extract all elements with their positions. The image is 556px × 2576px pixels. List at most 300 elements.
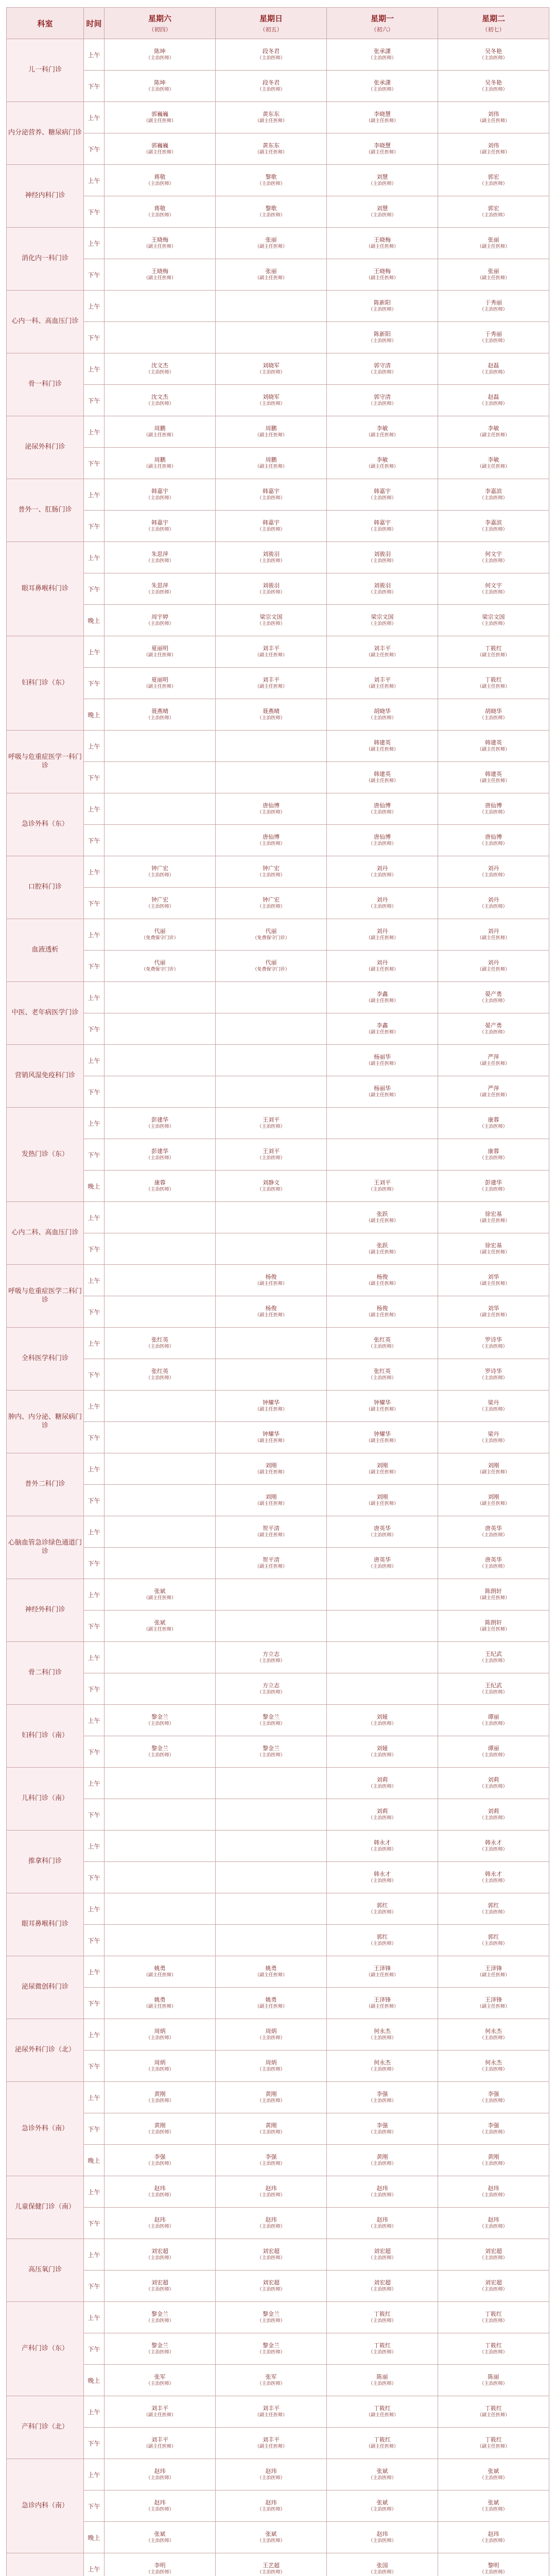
doctor-title: （主治医师） bbox=[146, 2130, 174, 2136]
doctor-title: （主治医师） bbox=[479, 181, 508, 187]
doctor-name: 李强 bbox=[488, 2090, 499, 2097]
doctor-name: 钟耀华 bbox=[374, 1399, 391, 1406]
doctor-cell bbox=[105, 2050, 216, 2082]
doctor-name: 张丽 bbox=[488, 267, 499, 275]
doctor-cell bbox=[216, 71, 327, 102]
doctor-cell bbox=[216, 1768, 327, 1799]
time-slot: 下午 bbox=[84, 385, 105, 416]
doctor-cell bbox=[327, 1642, 438, 1673]
doctor-title: （副主任医师） bbox=[254, 244, 287, 250]
time-slot: 上午 bbox=[84, 1202, 105, 1233]
doctor-name: 夏丽明 bbox=[151, 645, 168, 652]
doctor-name: 黎金兰 bbox=[151, 2342, 168, 2349]
doctor-cell bbox=[105, 1013, 216, 1045]
doctor-cell bbox=[216, 1988, 327, 2019]
time-slot: 上午 bbox=[84, 291, 105, 322]
doctor-title: （主治医师） bbox=[479, 904, 508, 910]
doctor-title: （主治医师） bbox=[257, 1124, 285, 1130]
doctor-cell bbox=[216, 353, 327, 385]
doctor-title: （副主任医师） bbox=[254, 1407, 287, 1413]
doctor-title: （主治医师） bbox=[368, 2130, 396, 2136]
doctor-title: （主治医师） bbox=[479, 2130, 508, 2136]
department-name: 神经外科门诊 bbox=[7, 1579, 84, 1642]
doctor-cell bbox=[327, 2522, 438, 2553]
doctor-cell bbox=[327, 448, 438, 479]
doctor-title: （副主任医师） bbox=[477, 244, 510, 250]
doctor-title: （主治医师） bbox=[368, 1816, 396, 1821]
doctor-cell bbox=[216, 1422, 327, 1453]
doctor-name: 郭宏 bbox=[488, 173, 499, 180]
doctor-title: （主治医师） bbox=[479, 56, 508, 61]
day-date: （初六） bbox=[371, 26, 394, 33]
doctor-cell bbox=[327, 228, 438, 259]
doctor-title: （主治医师） bbox=[479, 2224, 508, 2230]
doctor-title: （副主任医师） bbox=[366, 684, 398, 690]
time-slot: 上午 bbox=[84, 1108, 105, 1139]
doctor-name: 李嘉滨 bbox=[485, 519, 502, 526]
doctor-name: 丁筱红 bbox=[374, 2342, 391, 2349]
doctor-title: （副主任医师） bbox=[477, 684, 510, 690]
doctor-cell bbox=[216, 165, 327, 196]
doctor-cell bbox=[216, 416, 327, 448]
doctor-title: （副主任医师） bbox=[254, 653, 287, 658]
doctor-cell bbox=[438, 2553, 549, 2576]
doctor-cell bbox=[216, 1296, 327, 1328]
time-slot: 下午 bbox=[84, 2428, 105, 2459]
doctor-title: （主治医师） bbox=[146, 370, 174, 376]
doctor-cell bbox=[105, 1359, 216, 1391]
doctor-title: （主治医师） bbox=[146, 1753, 174, 1758]
schedule-row bbox=[7, 1139, 549, 1171]
doctor-title: （主治医师） bbox=[368, 213, 396, 218]
doctor-cell bbox=[438, 385, 549, 416]
doctor-cell bbox=[438, 1202, 549, 1233]
doctor-name: 徐宏基 bbox=[485, 1242, 502, 1249]
schedule-row bbox=[7, 448, 549, 479]
time-slot: 下午 bbox=[84, 1988, 105, 2019]
time-slot: 上午 bbox=[84, 1831, 105, 1862]
doctor-cell bbox=[327, 259, 438, 291]
doctor-cell bbox=[105, 1076, 216, 1108]
doctor-cell bbox=[105, 2270, 216, 2302]
schedule-row bbox=[7, 1265, 549, 1296]
doctor-title: （主治医师） bbox=[368, 841, 396, 847]
doctor-name: 韩嘉宇 bbox=[374, 519, 391, 526]
doctor-cell bbox=[327, 2050, 438, 2082]
doctor-name: 陈朗轩 bbox=[485, 1619, 502, 1626]
doctor-title: （主治医师） bbox=[146, 2287, 174, 2293]
doctor-title: （主治医师） bbox=[368, 1376, 396, 1381]
doctor-title: （主治医师） bbox=[257, 2350, 285, 2355]
schedule-row bbox=[7, 228, 549, 259]
doctor-cell bbox=[327, 1893, 438, 1925]
header-day bbox=[438, 8, 549, 39]
doctor-name: 张斌 bbox=[488, 2499, 499, 2506]
doctor-cell bbox=[216, 888, 327, 919]
doctor-name: 黎金兰 bbox=[151, 1744, 168, 1752]
doctor-name: 周鹏 bbox=[265, 425, 277, 432]
doctor-name: 张斌 bbox=[154, 1619, 166, 1626]
doctor-cell bbox=[438, 1485, 549, 1516]
doctor-cell bbox=[105, 1265, 216, 1296]
doctor-name: 刘丹 bbox=[376, 927, 388, 935]
doctor-cell bbox=[438, 1328, 549, 1359]
doctor-title: （副主任医师） bbox=[366, 1407, 398, 1413]
schedule-row bbox=[7, 2050, 549, 2082]
doctor-name: 刘晓军 bbox=[263, 362, 280, 369]
doctor-name: 赵玮 bbox=[488, 2184, 499, 2192]
doctor-name: 罗诗华 bbox=[485, 1367, 502, 1375]
doctor-cell bbox=[438, 1013, 549, 1045]
department-name: 口腔科门诊 bbox=[7, 856, 84, 919]
doctor-title: （副主任医师） bbox=[143, 2444, 176, 2450]
doctor-cell bbox=[327, 1862, 438, 1893]
schedule-row bbox=[7, 1391, 549, 1422]
doctor-cell bbox=[327, 2208, 438, 2239]
doctor-cell bbox=[438, 1642, 549, 1673]
doctor-title: （主治医师） bbox=[146, 904, 174, 910]
doctor-cell bbox=[105, 793, 216, 825]
time-slot: 上午 bbox=[84, 39, 105, 71]
doctor-name: 郭巍巍 bbox=[151, 110, 168, 117]
doctor-cell bbox=[438, 2176, 549, 2208]
schedule-row bbox=[7, 1736, 549, 1768]
doctor-cell bbox=[327, 636, 438, 668]
doctor-name: 周炳 bbox=[154, 2059, 166, 2066]
doctor-name: 郭宏 bbox=[488, 205, 499, 212]
doctor-title: （主治医师） bbox=[368, 1847, 396, 1853]
doctor-cell bbox=[105, 1893, 216, 1925]
doctor-title: （主治医师） bbox=[479, 621, 508, 627]
doctor-cell bbox=[105, 1516, 216, 1548]
doctor-cell bbox=[216, 668, 327, 699]
doctor-name: 韩嘉宇 bbox=[374, 487, 391, 495]
doctor-name: 刘丰平 bbox=[151, 2436, 168, 2443]
doctor-cell bbox=[216, 291, 327, 322]
doctor-name: 唐仙博 bbox=[485, 833, 502, 840]
department-name: 骨一科门诊 bbox=[7, 353, 84, 416]
doctor-cell bbox=[327, 2082, 438, 2113]
department-name: 泌尿微创科门诊 bbox=[7, 1956, 84, 2019]
doctor-name: 李鑫 bbox=[376, 990, 388, 997]
doctor-title: （主治医师） bbox=[257, 2538, 285, 2544]
doctor-name: 黎金兰 bbox=[263, 1744, 280, 1752]
doctor-title: （主治医师） bbox=[479, 590, 508, 596]
doctor-title: （主治医师） bbox=[479, 2507, 508, 2513]
doctor-cell bbox=[438, 2113, 549, 2145]
doctor-name: 张红英 bbox=[151, 1336, 168, 1343]
schedule-row bbox=[7, 385, 549, 416]
doctor-name: 黎金兰 bbox=[263, 1713, 280, 1720]
doctor-cell bbox=[105, 2522, 216, 2553]
doctor-cell bbox=[438, 731, 549, 762]
doctor-cell bbox=[327, 2270, 438, 2302]
doctor-cell bbox=[216, 196, 327, 228]
doctor-cell bbox=[327, 573, 438, 605]
doctor-title: （主治医师） bbox=[257, 716, 285, 721]
doctor-name: 张红英 bbox=[374, 1336, 391, 1343]
doctor-title: （副主任医师） bbox=[477, 1596, 510, 1601]
doctor-title: （副主任医师） bbox=[366, 2444, 398, 2450]
doctor-name: 王艺超 bbox=[263, 2562, 280, 2569]
doctor-cell bbox=[438, 1171, 549, 1202]
doctor-name: 黎歌 bbox=[265, 205, 277, 212]
doctor-title: （主治医师） bbox=[146, 2318, 174, 2324]
doctor-cell bbox=[105, 2365, 216, 2396]
doctor-name: 聂燕晴 bbox=[263, 707, 280, 715]
schedule-row bbox=[7, 1108, 549, 1139]
department-name: 中医、老年病医学门诊 bbox=[7, 982, 84, 1045]
doctor-cell bbox=[438, 1296, 549, 1328]
doctor-title: （主治医师） bbox=[146, 2224, 174, 2230]
doctor-title: （主治医师） bbox=[146, 2538, 174, 2544]
doctor-title: （主治医师） bbox=[257, 1753, 285, 1758]
doctor-cell bbox=[216, 951, 327, 982]
doctor-cell bbox=[438, 228, 549, 259]
doctor-name: 赵磊 bbox=[488, 393, 499, 400]
doctor-title: （副主任医师） bbox=[254, 1973, 287, 1978]
department-name: 儿一科门诊 bbox=[7, 39, 84, 102]
department-name: 心内一科、高血压门诊 bbox=[7, 291, 84, 353]
doctor-name: 罗诗华 bbox=[485, 1336, 502, 1343]
schedule-row bbox=[7, 2145, 549, 2176]
doctor-cell bbox=[105, 1391, 216, 1422]
doctor-cell bbox=[327, 982, 438, 1013]
department-name: 妇科门诊（东） bbox=[7, 636, 84, 731]
day-label: 星期日 bbox=[259, 14, 283, 23]
doctor-cell bbox=[105, 165, 216, 196]
doctor-cell bbox=[327, 1516, 438, 1548]
doctor-title: （主治医师） bbox=[146, 590, 174, 596]
doctor-name: 张跃 bbox=[376, 1210, 388, 1217]
schedule-row bbox=[7, 1171, 549, 1202]
doctor-cell bbox=[216, 1548, 327, 1579]
time-slot: 下午 bbox=[84, 1076, 105, 1108]
doctor-name: 赵玮 bbox=[376, 2216, 388, 2223]
time-slot: 下午 bbox=[84, 1925, 105, 1956]
doctor-cell bbox=[438, 291, 549, 322]
doctor-cell bbox=[105, 2490, 216, 2522]
doctor-title: （主治医师） bbox=[146, 2476, 174, 2481]
time-slot: 上午 bbox=[84, 1328, 105, 1359]
doctor-name: 王晓梅 bbox=[151, 267, 168, 275]
schedule-row bbox=[7, 919, 549, 951]
doctor-name: 李强 bbox=[265, 2153, 277, 2160]
doctor-title: （主治医师） bbox=[479, 527, 508, 533]
header-day bbox=[327, 8, 438, 39]
doctor-title: （副主任医师） bbox=[254, 2444, 287, 2450]
schedule-row bbox=[7, 2176, 549, 2208]
doctor-title: （主治医师） bbox=[146, 2161, 174, 2167]
doctor-title: （副主任医师） bbox=[477, 778, 510, 784]
doctor-cell bbox=[438, 573, 549, 605]
time-slot: 下午 bbox=[84, 1296, 105, 1328]
doctor-title: （主治医师） bbox=[479, 1124, 508, 1130]
doctor-title: （副主任医师） bbox=[477, 1093, 510, 1098]
doctor-name: 陈坤 bbox=[154, 79, 166, 86]
doctor-title: （主治医师） bbox=[368, 2381, 396, 2387]
doctor-title: （主治医师） bbox=[146, 1721, 174, 1727]
department-name: 急诊内科（南） bbox=[7, 2459, 84, 2553]
schedule-row bbox=[7, 1516, 549, 1548]
schedule-row bbox=[7, 2428, 549, 2459]
doctor-name: 韩永才 bbox=[485, 1839, 502, 1846]
doctor-cell bbox=[327, 1736, 438, 1768]
time-slot: 上午 bbox=[84, 919, 105, 951]
doctor-cell bbox=[327, 1548, 438, 1579]
doctor-name: 张军 bbox=[154, 2373, 166, 2380]
doctor-cell bbox=[216, 133, 327, 165]
doctor-cell bbox=[216, 2396, 327, 2428]
schedule-row bbox=[7, 322, 549, 353]
doctor-name: 唐仙博 bbox=[263, 802, 280, 809]
doctor-cell bbox=[105, 2145, 216, 2176]
doctor-cell bbox=[105, 605, 216, 636]
doctor-cell bbox=[216, 542, 327, 573]
time-slot: 上午 bbox=[84, 1265, 105, 1296]
doctor-name: 黎歌 bbox=[265, 173, 277, 180]
doctor-name: 钟耀华 bbox=[374, 1430, 391, 1437]
doctor-name: 丁筱红 bbox=[374, 2404, 391, 2412]
schedule-row bbox=[7, 259, 549, 291]
schedule-row bbox=[7, 982, 549, 1013]
doctor-title: （副主任医师） bbox=[366, 747, 398, 753]
doctor-cell bbox=[327, 2396, 438, 2428]
doctor-cell bbox=[216, 856, 327, 888]
doctor-name: 刘刚 bbox=[376, 1462, 388, 1469]
doctor-name: 韩永才 bbox=[485, 1870, 502, 1877]
doctor-name: 张斌 bbox=[376, 2499, 388, 2506]
schedule-table bbox=[6, 7, 549, 2576]
doctor-name: 赵玮 bbox=[265, 2467, 277, 2475]
doctor-title: （主治医师） bbox=[146, 527, 174, 533]
doctor-name: 张丽 bbox=[265, 236, 277, 243]
doctor-name: 韩永才 bbox=[374, 1870, 391, 1877]
time-slot: 下午 bbox=[84, 1485, 105, 1516]
doctor-cell bbox=[105, 2428, 216, 2459]
doctor-cell bbox=[438, 1705, 549, 1736]
doctor-title: （主治医师） bbox=[257, 1156, 285, 1161]
doctor-title: （副主任医师） bbox=[143, 276, 176, 281]
doctor-title: （主治医师） bbox=[479, 2381, 508, 2387]
doctor-name: 杨俊 bbox=[265, 1273, 277, 1280]
doctor-title: （主治医师） bbox=[368, 2350, 396, 2355]
doctor-cell bbox=[438, 825, 549, 856]
doctor-cell bbox=[327, 2490, 438, 2522]
doctor-title: （副主任医师） bbox=[143, 684, 176, 690]
doctor-cell bbox=[216, 2019, 327, 2050]
doctor-name: 韩建英 bbox=[374, 739, 391, 746]
doctor-title: （副主任医师） bbox=[254, 1533, 287, 1538]
doctor-title: （免费保守门诊） bbox=[141, 967, 179, 973]
doctor-cell bbox=[327, 165, 438, 196]
doctor-title: （主治医师） bbox=[257, 904, 285, 910]
time-slot: 上午 bbox=[84, 2553, 105, 2576]
department-name: 儿科门诊（南） bbox=[7, 1768, 84, 1831]
doctor-name: 彭建华 bbox=[485, 1179, 502, 1186]
doctor-cell bbox=[105, 1673, 216, 1705]
doctor-name: 钟耀华 bbox=[263, 1430, 280, 1437]
doctor-title: （主治医师） bbox=[479, 2287, 508, 2293]
doctor-cell bbox=[438, 699, 549, 731]
doctor-name: 唐英华 bbox=[374, 1524, 391, 1532]
doctor-title: （主治医师） bbox=[479, 558, 508, 564]
doctor-cell bbox=[216, 2428, 327, 2459]
doctor-cell bbox=[216, 699, 327, 731]
time-slot: 下午 bbox=[84, 573, 105, 605]
department-name: 眼耳鼻喉科门诊 bbox=[7, 1893, 84, 1956]
doctor-title: （主治医师） bbox=[146, 716, 174, 721]
doctor-cell bbox=[105, 291, 216, 322]
doctor-name: 丁筱红 bbox=[485, 2310, 502, 2317]
doctor-cell bbox=[438, 982, 549, 1013]
doctor-cell bbox=[105, 856, 216, 888]
doctor-cell bbox=[327, 102, 438, 133]
doctor-name: 刘刚 bbox=[265, 1493, 277, 1500]
time-slot: 下午 bbox=[84, 1799, 105, 1831]
doctor-title: （主治医师） bbox=[257, 2256, 285, 2261]
doctor-cell bbox=[327, 1076, 438, 1108]
doctor-title: （主治医师） bbox=[368, 1878, 396, 1884]
doctor-title: （免费保守门诊） bbox=[252, 967, 290, 973]
doctor-cell bbox=[216, 1359, 327, 1391]
doctor-cell bbox=[105, 951, 216, 982]
time-slot: 下午 bbox=[84, 259, 105, 291]
department-name: 肿内、内分泌、糖尿病门诊 bbox=[7, 1391, 84, 1453]
time-slot: 下午 bbox=[84, 1736, 105, 1768]
doctor-title: （副主任医师） bbox=[366, 464, 398, 470]
department-name: 心内二科、高血压门诊 bbox=[7, 1202, 84, 1265]
doctor-cell bbox=[438, 951, 549, 982]
doctor-name: 刘娅 bbox=[376, 1713, 388, 1720]
doctor-cell bbox=[327, 1956, 438, 1988]
doctor-cell bbox=[438, 1265, 549, 1296]
time-slot: 下午 bbox=[84, 888, 105, 919]
doctor-cell bbox=[438, 668, 549, 699]
doctor-title: （副主任医师） bbox=[254, 1564, 287, 1570]
time-slot: 上午 bbox=[84, 102, 105, 133]
department-name: 营销风湿免疫科门诊 bbox=[7, 1045, 84, 1108]
doctor-title: （主治医师） bbox=[257, 810, 285, 816]
doctor-title: （副主任医师） bbox=[477, 464, 510, 470]
doctor-title: （主治医师） bbox=[479, 2538, 508, 2544]
department-name: 急诊外科（东） bbox=[7, 793, 84, 856]
doctor-cell bbox=[438, 1768, 549, 1799]
doctor-title: （主治医师） bbox=[257, 2507, 285, 2513]
doctor-name: 李明 bbox=[154, 2562, 166, 2569]
doctor-cell bbox=[438, 1673, 549, 1705]
doctor-cell bbox=[327, 511, 438, 542]
doctor-cell bbox=[216, 793, 327, 825]
doctor-name: 于秀丽 bbox=[485, 299, 502, 306]
doctor-cell bbox=[327, 71, 438, 102]
doctor-cell bbox=[438, 1893, 549, 1925]
doctor-cell bbox=[105, 479, 216, 511]
doctor-title: （副主任医师） bbox=[143, 1973, 176, 1978]
day-label: 星期二 bbox=[481, 14, 505, 23]
doctor-cell bbox=[216, 1579, 327, 1611]
doctor-title: （副主任医师） bbox=[366, 118, 398, 124]
doctor-name: 韩嘉宇 bbox=[263, 487, 280, 495]
doctor-name: 蒋敬 bbox=[154, 173, 166, 180]
doctor-title: （主治医师） bbox=[479, 2318, 508, 2324]
doctor-title: （主治医师） bbox=[479, 307, 508, 313]
doctor-title: （副主任医师） bbox=[366, 936, 398, 941]
doctor-title: （主治医师） bbox=[257, 558, 285, 564]
doctor-title: （副主任医师） bbox=[366, 1218, 398, 1224]
doctor-title: （主治医师） bbox=[146, 2381, 174, 2387]
doctor-cell bbox=[105, 2176, 216, 2208]
